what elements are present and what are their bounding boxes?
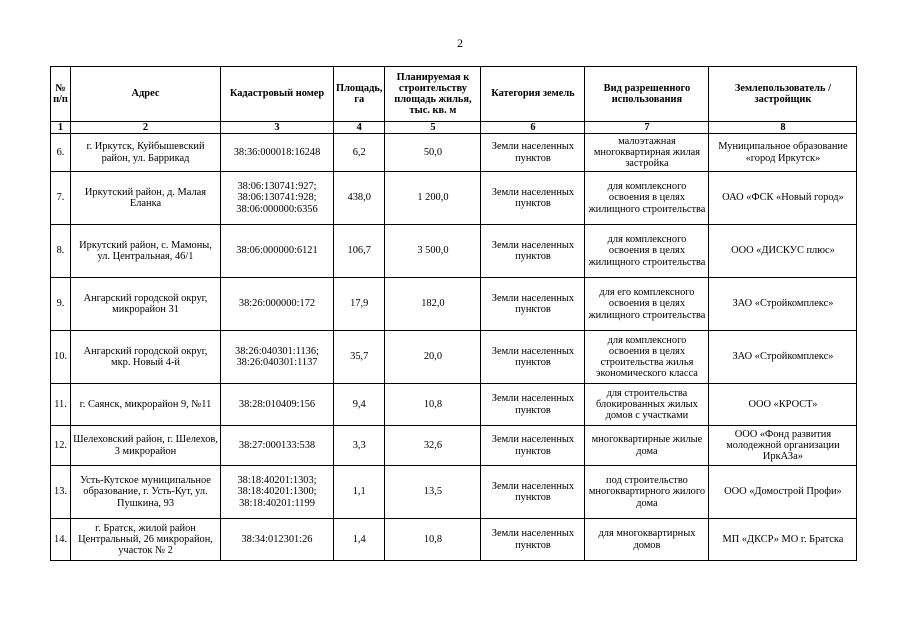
land-user-cell: ООО «Домострой Профи» [709,466,857,519]
land-user-cell: МП «ДКСР» МО г. Братска [709,519,857,561]
land-user-cell: ЗАО «Стройкомплекс» [709,331,857,384]
column-number-cell: 5 [385,122,481,134]
column-number-cell: 1 [51,122,71,134]
address-cell: г. Братск, жилой район Центральный, 26 микрорайон, участок № 2 [71,519,221,561]
permitted-use-cell: для комплексного освоения в целях жилищного строительства [585,172,709,225]
land-category-cell: Земли населенных пунктов [481,331,585,384]
cadastral-number-cell: 38:26:040301:1136; 38:26:040301:1137 [221,331,334,384]
planned-housing-area-cell: 10,8 [385,519,481,561]
planned-housing-area-cell: 13,5 [385,466,481,519]
cadastral-number-cell: 38:36:000018:16248 [221,134,334,172]
row-number-cell: 7. [51,172,71,225]
planned-housing-area-cell: 32,6 [385,426,481,466]
land-category-cell: Земли населенных пунктов [481,278,585,331]
header-cell: Планируемая к строительству площадь жилья, тыс. кв. м [385,67,481,122]
address-cell: г. Иркутск, Куйбышевский район, ул. Баррикад [71,134,221,172]
table-row [51,426,857,466]
cadastral-number-cell: 38:27:000133:538 [221,426,334,466]
header-cell: Площадь, га [334,67,385,122]
planned-housing-area-cell: 1 200,0 [385,172,481,225]
area-cell: 106,7 [334,225,385,278]
cadastral-number-cell: 38:26:000000:172 [221,278,334,331]
land-user-cell: ОАО «ФСК «Новый город» [709,172,857,225]
land-category-cell: Земли населенных пунктов [481,426,585,466]
table-row [51,225,857,278]
cadastral-number-cell: 38:18:40201:1303; 38:18:40201:1300; 38:18:40201:1199 [221,466,334,519]
land-user-cell: ООО «ДИСКУС плюс» [709,225,857,278]
column-number-row [51,122,857,134]
land-plots-table [50,66,857,561]
permitted-use-cell: для комплексного освоения в целях жилищного строительства [585,225,709,278]
table-row [51,172,857,225]
table-row [51,384,857,426]
table-row [51,519,857,561]
land-category-cell: Земли населенных пунктов [481,134,585,172]
row-number-cell: 12. [51,426,71,466]
permitted-use-cell: для многоквартирных домов [585,519,709,561]
row-number-cell: 10. [51,331,71,384]
table-row [51,466,857,519]
planned-housing-area-cell: 20,0 [385,331,481,384]
header-cell: Землепользователь / застройщик [709,67,857,122]
row-number-cell: 9. [51,278,71,331]
permitted-use-cell: малоэтажная многоквартирная жилая застройка [585,134,709,172]
table-row [51,331,857,384]
column-number-cell: 8 [709,122,857,134]
column-number-cell: 2 [71,122,221,134]
land-category-cell: Земли населенных пунктов [481,225,585,278]
row-number-cell: 14. [51,519,71,561]
permitted-use-cell: для комплексного освоения в целях строительства жилья экономического класса [585,331,709,384]
land-category-cell: Земли населенных пунктов [481,384,585,426]
area-cell: 1,1 [334,466,385,519]
column-number-cell: 6 [481,122,585,134]
page-number: 2 [457,36,463,50]
table-body [51,134,857,561]
permitted-use-cell: многоквартирные жилые дома [585,426,709,466]
table-row [51,278,857,331]
cadastral-number-cell: 38:34:012301:26 [221,519,334,561]
cadastral-number-cell: 38:28:010409:156 [221,384,334,426]
area-cell: 35,7 [334,331,385,384]
address-cell: Иркутский район, д. Малая Еланка [71,172,221,225]
planned-housing-area-cell: 3 500,0 [385,225,481,278]
column-number-cell: 3 [221,122,334,134]
address-cell: Ангарский городской округ, микрорайон 31 [71,278,221,331]
column-number-cell: 7 [585,122,709,134]
land-user-cell: ЗАО «Стройкомплекс» [709,278,857,331]
planned-housing-area-cell: 182,0 [385,278,481,331]
permitted-use-cell: для его комплексного освоения в целях жилищного строительства [585,278,709,331]
row-number-cell: 11. [51,384,71,426]
permitted-use-cell: под строительство многоквартирного жилого дома [585,466,709,519]
header-cell: Вид разрешенного использования [585,67,709,122]
address-cell: г. Саянск, микрорайон 9, №11 [71,384,221,426]
table-row [51,134,857,172]
address-cell: Усть-Кутское муниципальное образование, г. Усть-Кут, ул. Пушкина, 93 [71,466,221,519]
table-header-row [51,67,857,122]
row-number-cell: 6. [51,134,71,172]
area-cell: 3,3 [334,426,385,466]
area-cell: 438,0 [334,172,385,225]
area-cell: 17,9 [334,278,385,331]
cadastral-number-cell: 38:06:130741:927; 38:06:130741:928; 38:06:000000:6356 [221,172,334,225]
land-user-cell: ООО «КРОСТ» [709,384,857,426]
column-number-cell: 4 [334,122,385,134]
header-cell: Кадастровый номер [221,67,334,122]
area-cell: 9,4 [334,384,385,426]
header-cell: Категория земель [481,67,585,122]
land-category-cell: Земли населенных пунктов [481,172,585,225]
address-cell: Иркутский район, с. Мамоны, ул. Центральная, 46/1 [71,225,221,278]
permitted-use-cell: для строительства блокированных жилых домов с участками [585,384,709,426]
area-cell: 6,2 [334,134,385,172]
address-cell: Ангарский городской округ, мкр. Новый 4-й [71,331,221,384]
planned-housing-area-cell: 50,0 [385,134,481,172]
row-number-cell: 8. [51,225,71,278]
land-user-cell: ООО «Фонд развития молодежной организации ИркАЗа» [709,426,857,466]
header-cell: Адрес [71,67,221,122]
cadastral-number-cell: 38:06:000000:6121 [221,225,334,278]
area-cell: 1,4 [334,519,385,561]
land-category-cell: Земли населенных пунктов [481,519,585,561]
row-number-cell: 13. [51,466,71,519]
planned-housing-area-cell: 10,8 [385,384,481,426]
land-category-cell: Земли населенных пунктов [481,466,585,519]
address-cell: Шелеховский район, г. Шелехов, 3 микрорайон [71,426,221,466]
header-cell: № п/п [51,67,71,122]
land-user-cell: Муниципальное образование «город Иркутск» [709,134,857,172]
